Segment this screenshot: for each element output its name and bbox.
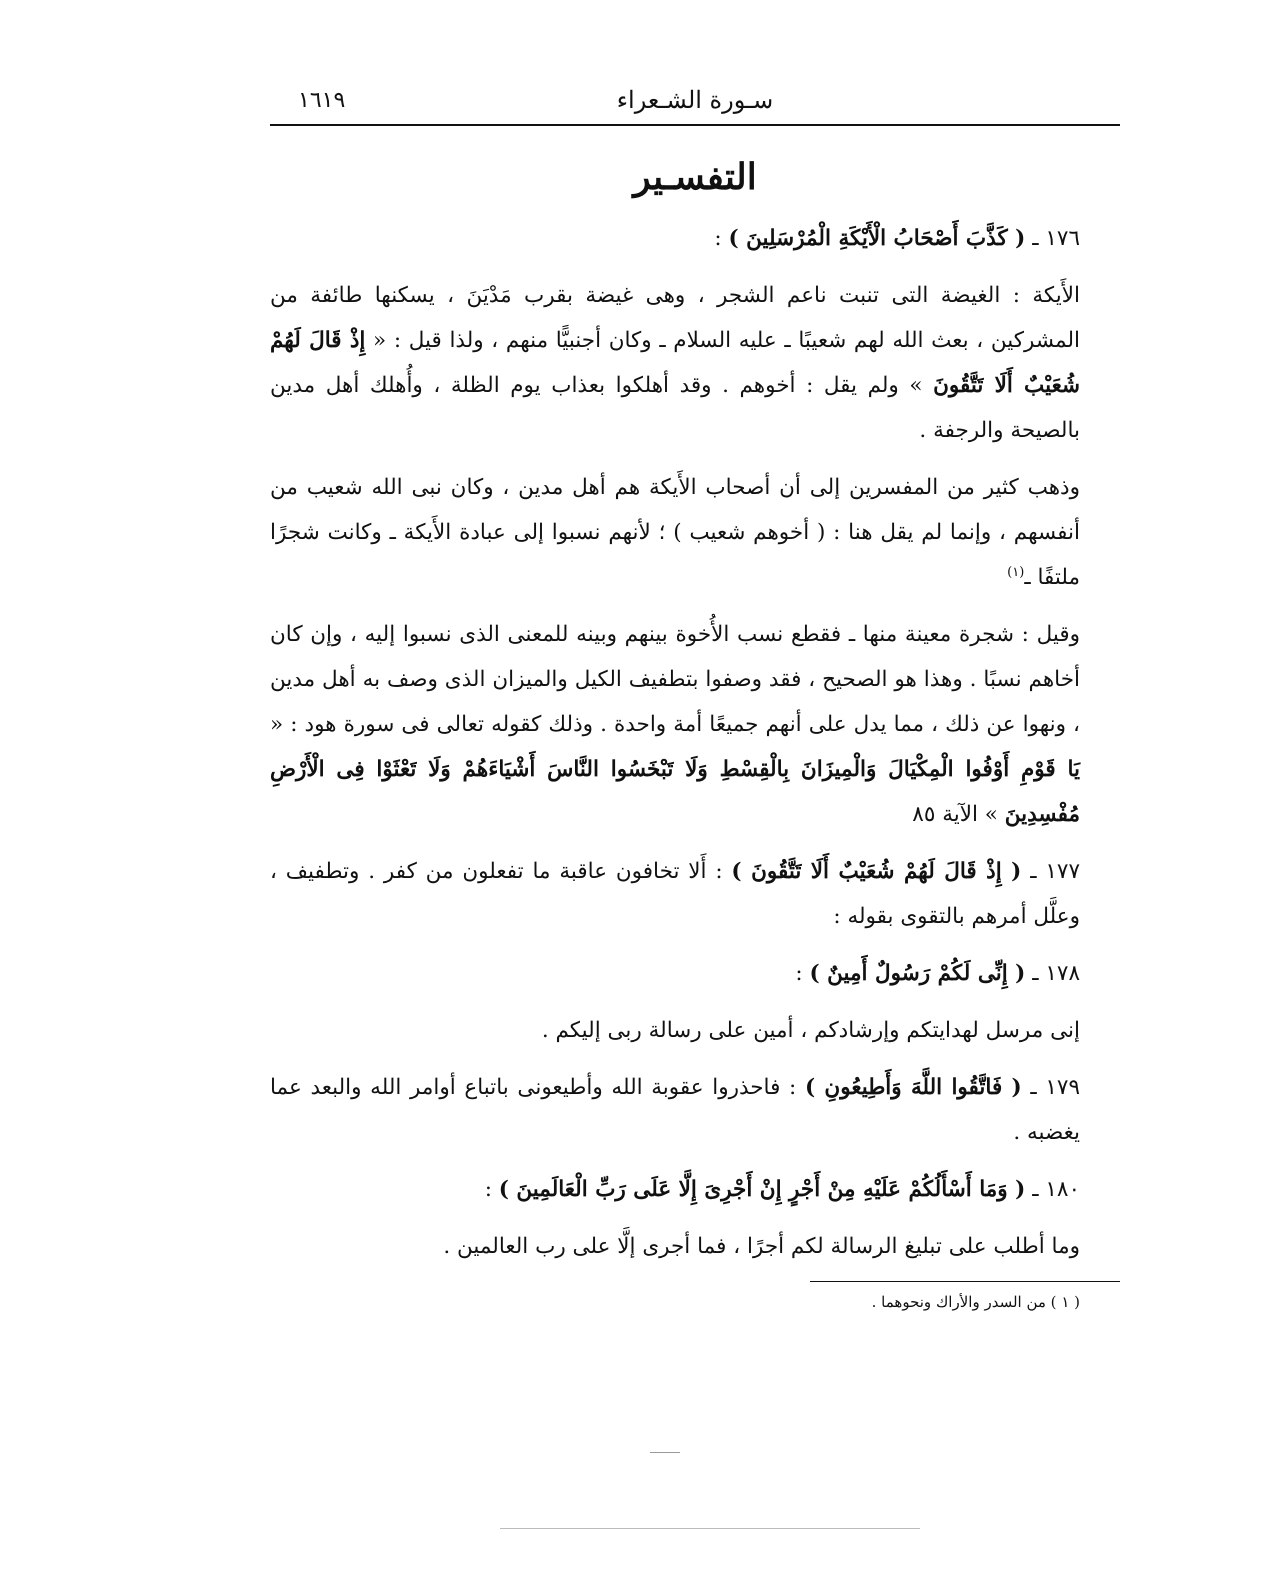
paragraph-text: » ولم يقل : أخوهم . وقد أهلكوا بعذاب يوم الظلة ، وأُهلك أهل مدين بالصيحة والرجفة . [270,373,1080,443]
book-page [270,80,1120,1500]
surah-title: سـورة الشـعراء [616,86,774,114]
paragraph-text: الأَيكة : الغيضة التى تنبت ناعم الشجر ، وهى غيضة بقرب مَدْيَنَ ، يسكنها طائفة من المشركين ، بعث الله لهم شعيبًا ـ عليه السلام ـ وكان أجنبيًّا منهم ، ولذا قيل : « [270,283,1080,353]
verse-number: ١٧٩ ـ [1030,1075,1081,1100]
paragraph-tree [270,612,1120,837]
verse-number: ١٨٠ ـ [1032,1177,1080,1202]
footnote-marker: (١) [1007,564,1025,580]
verse-177 [270,849,1120,939]
commentary-body [270,216,1120,1269]
scan-mark [650,1452,680,1453]
verse-text: ( فَاتَّقُوا اللَّهَ وَأَطِيعُونِ ) [804,1075,1022,1100]
section-heading: التفسـير [633,156,757,198]
verse-number: ١٧٨ ـ [1032,961,1080,986]
verse-tail: : [795,961,810,986]
paragraph-text: » الآية ٨٥ [912,802,1005,827]
verse-179 [270,1065,1120,1155]
running-header [270,80,1120,126]
paragraph-text: وقيل : شجرة معينة منها ـ فقطع نسب الأُخوة بينهم وبينه للمعنى الذى نسبوا إليه ، وإن كان أخاهم نسبًا . وهذا هو الصحيح ، فقد وصفوا بتطفيف الكيل والميزان الذى وصف به أهل مدين ، ونهوا عن ذلك ، مما يدل على أنهم جميعًا أمة واحدة . وذلك كقوله تعالى فى سورة هود : « [270,622,1080,737]
quoted-verse: يَا قَوْمِ أَوْفُوا الْمِكْيَالَ وَالْمِيزَانَ بِالْقِسْطِ وَلَا تَبْخَسُوا النَّاسَ أَشْيَاءَهُمْ وَلَا تَعْثَوْا فِى الْأَرْضِ مُفْسِدِينَ [270,757,1080,827]
verse-tail: : [714,226,729,251]
verse-text: ( كَذَّبَ أَصْحَابُ الْأَيْكَةِ الْمُرْسَلِينَ ) [728,226,1026,251]
verse-180 [270,1167,1120,1212]
verse-text: ( إِنِّى لَكُمْ رَسُولٌ أَمِينٌ ) [809,961,1026,986]
verse-tail: : أَلا تخافون عاقبة ما تفعلون من كفر . وتطفيف ، وعلَّل أمرهم بالتقوى بقوله : [270,859,1080,929]
verse-text: ( وَمَا أَسْأَلُكُمْ عَلَيْهِ مِنْ أَجْرٍ إِنْ أَجْرِىَ إِلَّا عَلَى رَبِّ الْعَالَمِينَ ) [498,1177,1026,1202]
paragraph-178: إنى مرسل لهدايتكم وإرشادكم ، أمين على رسالة ربى إليكم . [541,1018,1080,1043]
paragraph-180: وما أطلب على تبليغ الرسالة لكم أجرًا ، فما أجرى إلَّا على رب العالمين . [443,1234,1080,1259]
verse-tail: : [484,1177,499,1202]
footnote-divider [810,1281,1120,1282]
paragraph-text: وذهب كثير من المفسرين إلى أن أصحاب الأَيكة هم أهل مدين ، وكان نبى الله شعيب من أنفسهم ، وإنما لم يقل هنا : ( أخوهم شعيب ) ؛ لأنهم نسبوا إلى عبادة الأَيكة ـ وكانت شجرًا ملتفًا ـ [270,475,1080,590]
verse-text: ( إِذْ قَالَ لَهُمْ شُعَيْبٌ أَلَا تَتَّقُونَ ) [731,859,1022,884]
verse-178 [270,951,1120,996]
verse-number: ١٧٦ ـ [1032,226,1080,251]
page-number: ١٦١٩ [298,88,346,113]
quoted-verse: إِذْ قَالَ لَهُمْ شُعَيْبٌ أَلَا تَتَّقُونَ [270,328,1081,398]
paragraph-commentators [270,465,1120,600]
footnote: ( ١ ) من السدر والأراك ونحوهما . [871,1293,1080,1311]
scan-edge-line [500,1528,920,1529]
paragraph-aykah-definition [270,273,1120,453]
verse-176 [270,216,1120,261]
verse-tail: : فاحذروا عقوبة الله وأطيعونى باتباع أوامر الله والبعد عما يغضبه . [270,1075,1080,1145]
verse-number: ١٧٧ ـ [1030,859,1080,884]
